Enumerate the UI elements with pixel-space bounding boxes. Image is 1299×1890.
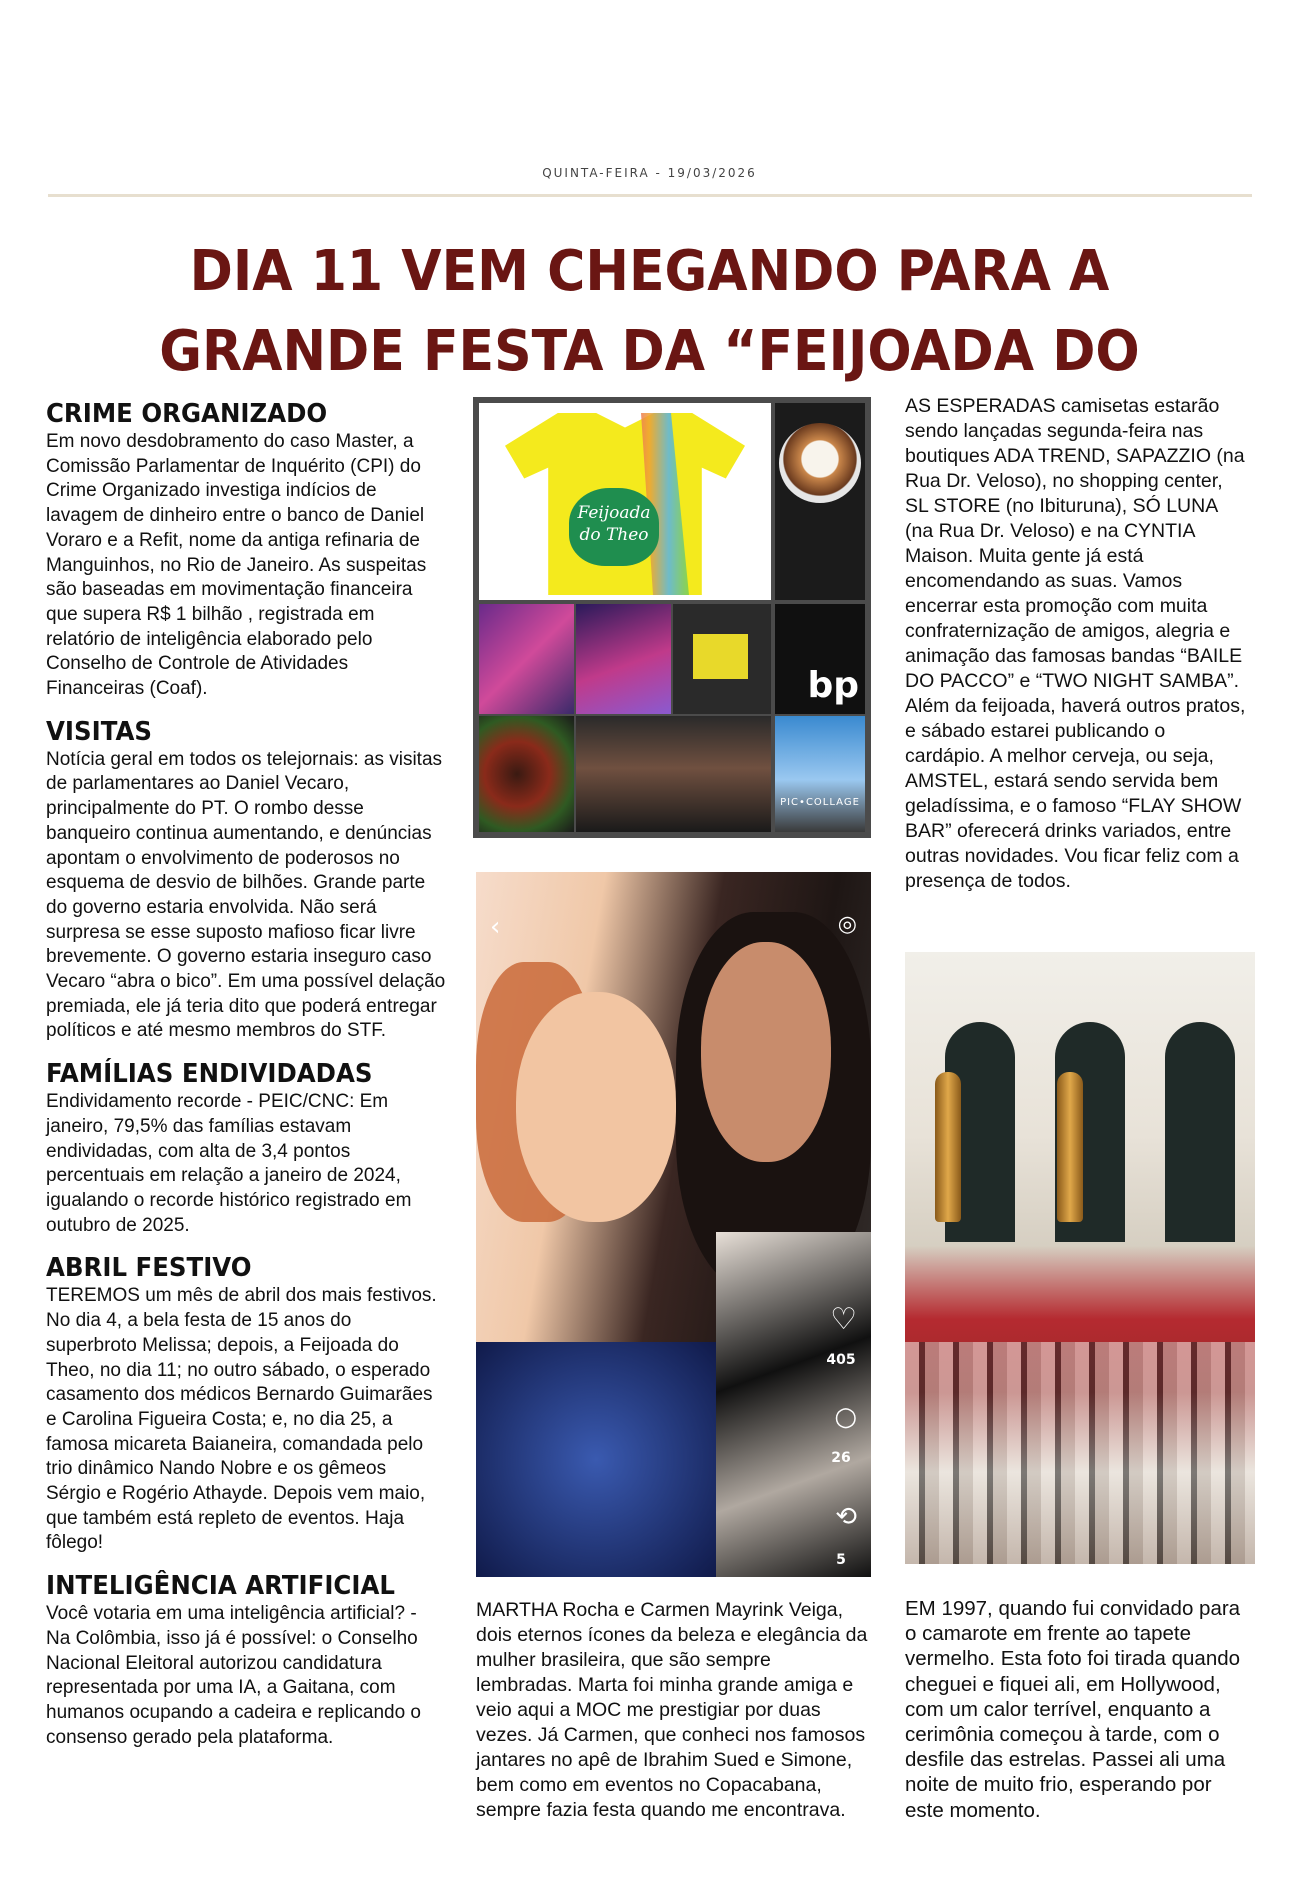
arch-shape	[1165, 1022, 1235, 1242]
top-rule	[48, 194, 1252, 197]
section-body: Você votaria em uma inteligência artificial? - Na Colômbia, isso já é possível: o Conselho Nacional Eleitoral autorizou candidatura representada por uma IA, a Gaitana, com humanos ocupando a cadeira e replicando o consenso gerado pela plataforma.	[46, 1603, 421, 1748]
band-promo-tile	[775, 716, 865, 832]
section-visitas	[46, 718, 446, 1044]
pot-logo-text-2: do Theo	[579, 525, 649, 545]
comments-count: 26	[831, 1450, 851, 1466]
repost-icon: ⟲	[835, 1502, 857, 1532]
section-familias-endividadas	[46, 1060, 446, 1238]
likes-count: 405	[826, 1352, 856, 1368]
oscar-statue-shape	[1057, 1072, 1083, 1222]
tshirt-launch-article: AS ESPERADAS camisetas estarão sendo lançadas segunda-feira nas boutiques ADA TREND, SAPAZZIO (na Rua Dr. Veloso), no shopping center, SL STORE (no Ibituruna), SÓ LUNA (na Rua Dr. Veloso) e na CYNTIA Maison. Muita gente já está encomendando as suas. Vamos encerrar esta promoção com muita confraternização de amigos, alegria e animação das famosas bandas “BAILE DO PACCO” e “TWO NIGHT SAMBA”. Além da feijoada, haverá outros pratos, e sábado estarei publicando o cardápio. A melhor cerveja, ou seja, AMSTEL, estará sendo servida bem geladíssima, e o famoso “FLAY SHOW BAR” oferecerá drinks variados, entre outras novidades. Vou ficar feliz com a presença de todos.	[905, 395, 1246, 892]
party-crowd-tile	[576, 604, 671, 714]
coffee-cup-image	[779, 423, 861, 503]
section-title: FAMÍLIAS ENDIVIDADAS	[46, 1059, 373, 1090]
right-caption-block	[905, 1596, 1250, 1823]
oscar-red-carpet-photo	[905, 952, 1255, 1564]
oscar-statue-shape	[935, 1072, 961, 1222]
dress-shape	[476, 1342, 716, 1577]
comment-icon: ○	[834, 1402, 857, 1432]
photo-caption-martha-carmen: MARTHA Rocha e Carmen Mayrink Veiga, dois eternos ícones da beleza e elegância da mulher brasileira, que são sempre lembradas. Marta foi minha grande amiga e veio aqui a MOC me prestigiar por duas vezes. Já Carmen, que conheci nos famosos jantares no apê de Ibrahim Sued e Simone, bem como em eventos no Copacabana, sempre fazia festa quando me encontrava.	[476, 1599, 868, 1821]
party-group-tile	[673, 604, 771, 714]
party-crowd-tile	[479, 604, 574, 714]
section-body: TEREMOS um mês de abril dos mais festivos. No dia 4, a bela festa de 15 anos do superbroto Melissa; depois, a Feijoada do Theo, no dia 11; no outro sábado, o esperado casamento dos médicos Bernardo Guimarães e Carolina Figueira Costa; e, no dia 25, a famosa micareta Baianeira, comandada pelo trio dinâmico Nando Nobre e os gêmeos Sérgio e Rogério Athayde. Depois vem maio, que também está repleto de eventos. Haja fôlego!	[46, 1285, 437, 1554]
coffee-post-tile	[775, 403, 865, 600]
camera-icon: ◎	[837, 912, 857, 937]
photo-caption-hollywood: EM 1997, quando fui convidado para o camarote em frente ao tapete vermelho. Esta foto foi tirada quando cheguei e fiquei ali, em Hollywood, com um calor terrível, enquanto a cerimônia começou à tarde, com o desfile das estrelas. Passei ali uma noite de muito frio, esperando por este momento.	[905, 1597, 1241, 1822]
collage-watermark: PIC•COLLAGE	[780, 797, 860, 808]
section-body: Notícia geral em todos os telejornais: as visitas de parlamentares ao Daniel Vecaro, principalmente do PT. O rombo desse banqueiro continua aumentando, e denúncias apontam o envolvimento de poderosos no esquema de desvio de bilhões. Grande parte do governo estaria envolvida. Não será surpresa se esse suposto mafioso ficar livre brevemente. O governo estaria inseguro caso Vecaro “abra o bico”. Em uma possível delação premiada, ele já teria dito que poderá entregar políticos e até mesmo membros do STF.	[46, 748, 446, 1042]
section-body: Em novo desdobramento do caso Master, a Comissão Parlamentar de Inquérito (CPI) do Crime Organizado investiga indícios de lavagem de dinheiro entre o banco de Daniel Voraro e a Refit, nome da antiga refinaria de Manguinhos, no Rio de Janeiro. As suspeitas são baseadas em movimentação financeira que supera R$ 1 bilhão , registrada em relatório de inteligência elaborado pelo Conselho de Controle de Atividades Financeiras (Coaf).	[46, 431, 427, 700]
band-bp-tile	[775, 604, 865, 714]
section-abril-festivo	[46, 1254, 446, 1556]
section-inteligencia-artificial	[46, 1572, 446, 1750]
band-logo: bp	[807, 665, 859, 706]
section-title: INTELIGÊNCIA ARTIFICIAL	[46, 1571, 395, 1602]
face-shape	[516, 992, 676, 1222]
feijoada-food-tile	[479, 716, 574, 832]
mini-tshirt	[693, 634, 748, 679]
left-column	[46, 400, 446, 1766]
section-title: VISITAS	[46, 716, 152, 747]
right-top-block	[905, 394, 1250, 894]
section-crime-organizado	[46, 400, 446, 702]
crowd-shape	[905, 1342, 1255, 1564]
middle-caption-block	[476, 1598, 871, 1823]
martha-carmen-photo	[476, 872, 871, 1577]
section-title: CRIME ORGANIZADO	[46, 399, 328, 429]
pot-logo-text-1: Feijoada	[577, 503, 651, 523]
headline-line-1: DIA 11 VEM CHEGANDO PARA A	[189, 239, 1110, 304]
section-body: Endividamento recorde - PEIC/CNC: Em janeiro, 79,5% das famílias estavam endividadas, com alta de 3,4 pontos percentuais em relação a janeiro de 2024, igualando o recorde histórico registrado em outubro de 2025.	[46, 1091, 412, 1236]
chevron-left-icon: ‹	[490, 912, 501, 942]
shares-count: 5	[836, 1552, 846, 1568]
dateline: QUINTA-FEIRA - 19/03/2026	[542, 166, 757, 180]
face-shape	[701, 942, 831, 1162]
friends-group-tile	[576, 716, 771, 832]
tshirt-tile	[479, 403, 771, 600]
headline-line-2: GRANDE FESTA DA “FEIJOADA DO	[159, 319, 1140, 384]
feijoada-collage-photo	[473, 397, 871, 838]
section-title: ABRIL FESTIVO	[46, 1253, 252, 1284]
heart-icon: ♡	[830, 1302, 857, 1337]
feijoada-pot-logo	[569, 488, 659, 566]
